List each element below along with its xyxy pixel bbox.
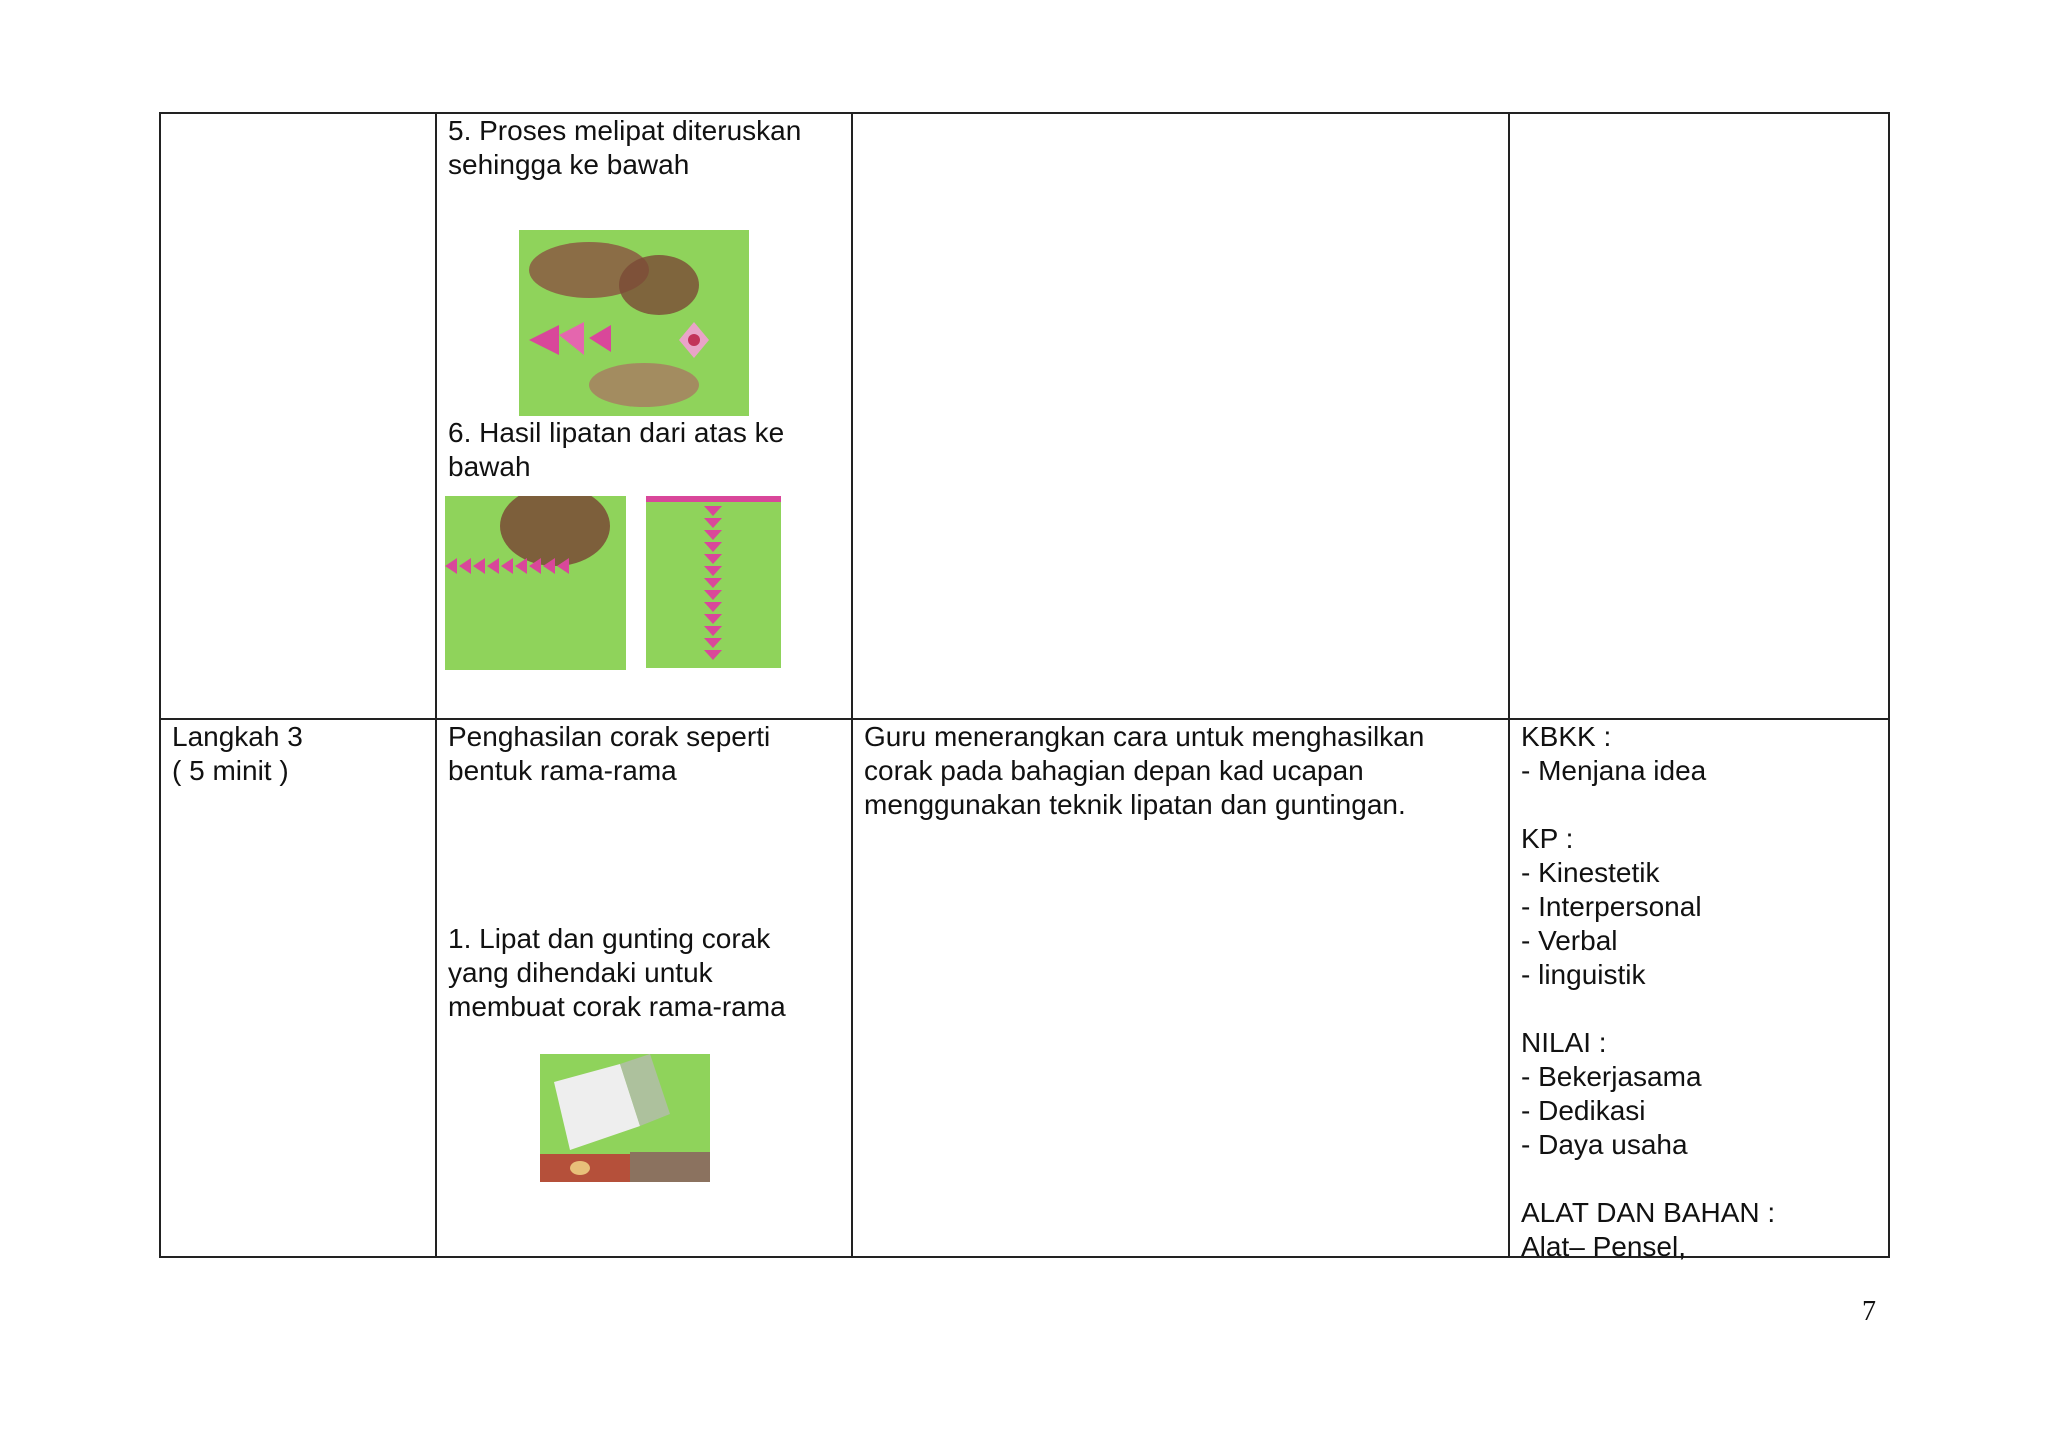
step5-text: 5. Proses melipat diteruskan sehingga ke bawah [448,115,802,180]
teacher-activity: Guru menerangkan cara untuk menghasilkan corak pada bahagian depan kad ucapan menggunakan teknik lipatan dan guntingan. [864,721,1425,820]
column-divider [435,114,437,1256]
column-divider [851,114,853,1256]
activity-heading: Penghasilan corak seperti bentuk rama-rama [448,721,771,786]
column-divider [1508,114,1510,1256]
notes-list: KBKK : - Menjana idea KP : - Kinestetik - Interpersonal - Verbal - linguistik NILAI : - Bekerjasama - Dedikasi - Daya usaha ALAT DAN BAHAN : Alat– Pensel, [1521,721,1776,1262]
fold-result-photo-right [646,496,781,668]
step6-text: 6. Hasil lipatan dari atas ke bawah [448,417,785,482]
activity-step1: 1. Lipat dan gunting corak yang dihendaki untuk membuat corak rama-rama [448,923,786,1022]
page-number: 7 [1862,1296,1876,1327]
folding-process-photo [519,230,749,416]
step-label: Langkah 3 ( 5 minit ) [172,721,303,786]
cutting-photo [540,1054,710,1182]
fold-result-photo-left [445,496,626,670]
